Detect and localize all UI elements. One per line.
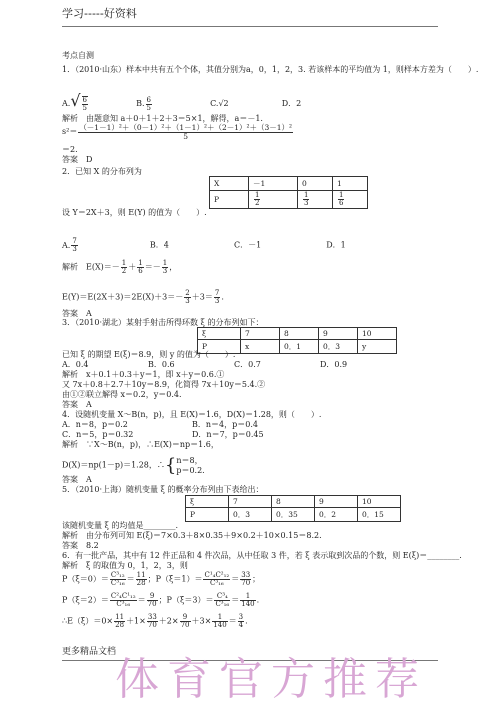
q6-solution-1: 解析 ξ 的取值为 0，1，2，3，则 (62, 561, 188, 570)
q2-question: 设 Y＝2X＋3，则 E(Y) 的值为（ ）. (62, 208, 207, 217)
q5-solution: 解析 由分布列可知 E(ξ)＝7×0.3＋8×0.35＋9×0.2＋10×0.15＝8.2. (62, 531, 322, 540)
q1-option-d: D．2 (281, 99, 302, 108)
q6-solution-2: P（ξ＝0）＝ $\frac{\text{C³₁₂}}{\text{C³₁₆}}$ ＝ $\frac{11}{28}$ ；P（ξ＝1）＝ $\frac{\text{C¹₄C²₁₂}}{\text{C³₁₆}}$ ＝ $\frac{33}{70}$ ； (62, 571, 261, 587)
q3-option-d: D．0.9 (320, 360, 348, 369)
q4-option-d: D．n＝7，p＝0.45 (192, 430, 264, 439)
q4-options-row-2 (62, 431, 264, 440)
q3-solution-1: 解析 x＋0.1＋0.3＋y＝1，即 x＋y＝0.6.① (62, 370, 225, 379)
q2-solution-2: E(Y)＝E(2X＋3)＝2E(X)＋3＝－ $\frac{2}{3}$ ＋3＝ $\frac{7}{3}$ . (62, 289, 224, 305)
section-title: 考点自测 (62, 51, 94, 60)
q1-option-a: A.√ $\frac{6}{5}$ (62, 91, 87, 112)
q1-solution-1: 解析 由题意知 a＋0＋1＋2＋3＝5×1，解得，a＝－1. (62, 114, 263, 123)
q1-answer: 答案 D (62, 155, 93, 164)
table-row: X －1 0 1 (210, 177, 368, 191)
table-row: ξ 7 8 9 10 (186, 496, 401, 508)
table-row: P $\frac{1}{2}$ $\frac{1}{3}$ $\frac{1}{6}$ (210, 191, 368, 209)
q5-question: 该随机变量 ξ 的均值是________. (62, 521, 179, 530)
q3-options (62, 361, 347, 370)
q2-answer: 答案 A (62, 309, 92, 318)
q5-answer: 答案 8.2 (62, 541, 99, 550)
q6-solution-3: P（ξ＝2）＝ $\frac{\text{C²₄C¹₁₂}}{\text{C³₁₆}}$ ＝ $\frac{9}{70}$ ；P（ξ＝3）＝ $\frac{\text{C³₄}}{\text{C³₁₆}}$ ＝ $\frac{1}{140}$ . (62, 592, 260, 608)
q1-stem: 1．（2010·山东）样本中共有五个个体，其值分别为a，0，1，2，3. 若该样本的平均值为 1，则样本方差为（ ）. (62, 65, 479, 74)
table-row: P x 0．1 0．3 y (198, 340, 397, 354)
q4-option-b: B．n＝4，p＝0.4 (192, 420, 258, 429)
q3-option-b: B．0.6 (148, 360, 175, 369)
q5-distribution-table (185, 495, 401, 522)
q1-options (62, 92, 301, 112)
q2-option-b: B．4 (149, 240, 169, 250)
q5-stem: 5．（2010·上海）随机变量 ξ 的概率分布列由下表给出： (62, 485, 264, 494)
table-row: ξ 7 8 9 10 (198, 328, 397, 340)
header-rule (62, 26, 438, 27)
q4-solution-2: D(X)＝np(1－p)＝1.28，∴{ n＝8， p＝0.2. (62, 454, 205, 476)
q1-option-c: C.√2 (210, 99, 229, 108)
q3-answer: 答案 A (62, 400, 92, 409)
q6-solution-4: ∴E（ξ）＝0× $\frac{11}{28}$ ＋1× $\frac{33}{70}$ ＋2× $\frac{9}{70}$ ＋3× $\frac{1}{140}$ ＝ $\frac{3}{4}$ . (62, 613, 248, 629)
q1-solution-2: s²＝ $\frac{\text{（－1－1）²＋（0－1）²＋（1－1）²＋（2－1）²＋（3－1）²}}{5}$ (62, 123, 293, 141)
q2-option-a: A. $\frac{7}{3}$ (62, 237, 77, 253)
q2-solution-1: 解析 E(X)＝－ $\frac{1}{2}$ ＋ $\frac{1}{6}$ ＝－ $\frac{1}{3}$ ， (62, 259, 178, 275)
q2-option-d: D．1 (326, 240, 346, 250)
page-footer: 更多精品文档 (62, 647, 117, 657)
q2-options (62, 238, 346, 253)
q3-solution-3: 由①②联立解得 x＝0.2，y＝0.4. (62, 390, 182, 399)
q1-option-b: B. $\frac{6}{5}$ (136, 95, 151, 112)
q3-solution-2: 又 7x＋0.8＋2.7＋10y＝8.9，化简得 7x＋10y＝5.4.② (62, 380, 266, 389)
q4-options-row-1 (62, 421, 258, 430)
q2-distribution-table (209, 176, 368, 209)
q2-option-c: C．－1 (233, 240, 262, 250)
q6-stem: 6．有一批产品，其中有 12 件正品和 4 件次品，从中任取 3 件，若 ξ 表示取到次品的个数，则 E(ξ)＝________. (62, 551, 462, 560)
q4-answer: 答案 A (62, 475, 92, 484)
page-header: 学习-----好资料 (62, 7, 137, 20)
q3-stem: 3．（2010·湖北）某射手射击所得环数 ξ 的分布列如下： (62, 318, 264, 327)
q4-option-a: A．n＝8，p＝0.2 (62, 420, 128, 429)
q1-solution-3: ＝2. (62, 145, 78, 154)
q3-option-a: A．0.4 (62, 360, 89, 369)
q4-stem: 4．设随机变量 X～B(n，p)，且 E(X)＝1.6，D(X)＝1.28，则（ ）. (62, 410, 322, 419)
q2-stem: 2．已知 X 的分布列为 (62, 167, 142, 176)
table-row: P 0．3 0．35 0．2 0．15 (186, 508, 401, 522)
q4-solution-1: 解析 ∵X～B(n，p)，∴E(X)＝np＝1.6， (62, 440, 219, 449)
watermark: 体育官方推荐 (115, 654, 427, 705)
q4-option-c: C．n＝5，p＝0.32 (62, 430, 134, 439)
q3-question: 已知 ξ 的期望 E(ξ)＝8.9，则 y 的值为（ ）. (62, 350, 236, 359)
q3-option-c: C．0.7 (234, 360, 261, 369)
